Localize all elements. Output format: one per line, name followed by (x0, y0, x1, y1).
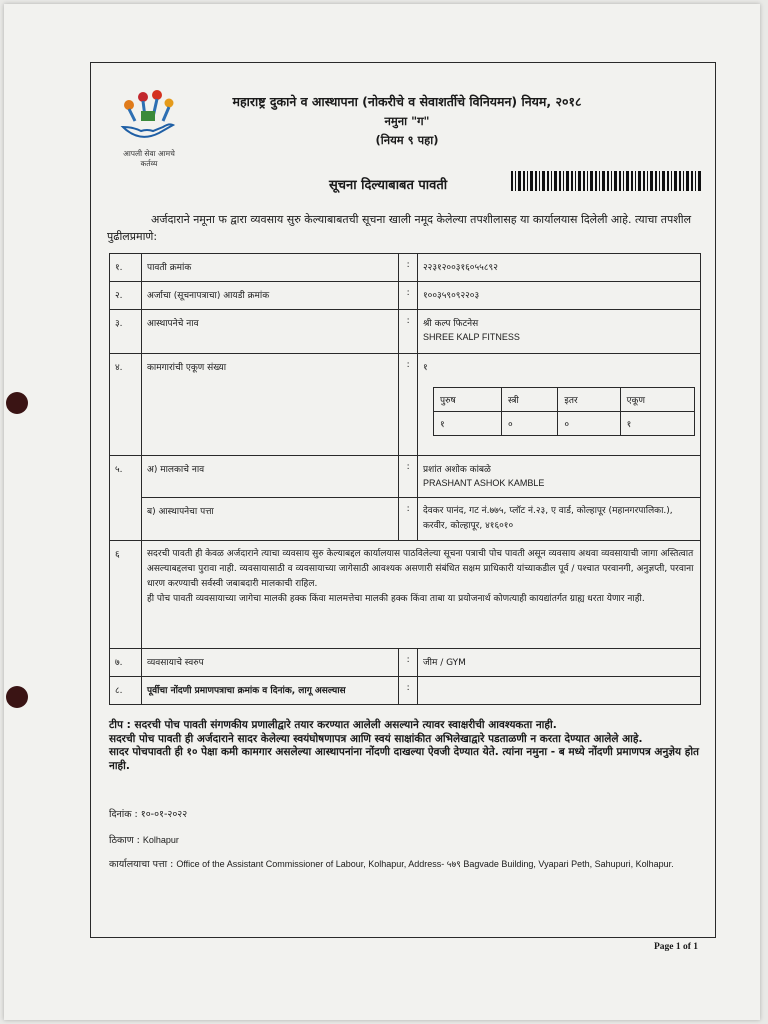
receipt-number: २२३१२००३१६०५५८९२ (418, 254, 701, 282)
row-number: २. (110, 282, 142, 310)
application-id: १००३५९०९२२०३ (418, 282, 701, 310)
row-number: ४. (110, 354, 142, 456)
row-label: व्यवसायाचे स्वरुप (141, 649, 398, 677)
note-line: सादर पोचपावती ही १० पेक्षा कमी कामगार असलेल्या आस्थापनांना नोंदणी दाखल्या ऐवजी देण्यात येते. त्यांना नमुना - ब मध्ये नोंदणी प्रमाणपत्र अनुज्ञेय होत नाही. (109, 746, 700, 772)
disclaimer-text-2: ही पोच पावती व्यवसायाच्या जागेचा मालकी हक्क किंवा मालमत्तेचा मालकी हक्क किंवा ताबा या प्रयोजनार्थ कोणत्याही कायद्यांतर्गत ग्राह्य धरता येणार नाही. (146, 594, 645, 604)
place-value: Kolhapur (142, 835, 179, 845)
table-row (110, 677, 701, 705)
punch-hole-top (6, 392, 28, 414)
office-address: Office of the Assistant Commissioner of Labour, Kolhapur, Address- ५७९ Bagvade Building, Vyapari Peth, Sahupuri, Kolhapur. (176, 859, 674, 869)
punch-hole-bottom (6, 686, 28, 708)
notice-title: सूचना दिल्याबाबत पावती (329, 178, 448, 193)
table-row (110, 541, 701, 649)
colon: : (399, 677, 418, 705)
row-label: पूर्वीचा नोंदणी प्रमाणपत्राचा क्रमांक व दिनांक, लागू असल्यास (141, 677, 398, 705)
office-label: कार्यालयाचा पत्ता : (109, 859, 174, 870)
logo-motto: आपली सेवा आमचे कर्तव्य (123, 149, 175, 168)
rule-reference: (नियम ९ पहा) (375, 133, 439, 147)
row-label: पावती क्रमांक (141, 254, 398, 282)
establishment-name-cell (418, 310, 701, 354)
row-number: ८. (110, 677, 142, 705)
column-header: इतर (558, 388, 620, 412)
table-cell: १ (620, 412, 694, 436)
table-row (110, 254, 701, 282)
establishment-name-english: SHREE KALP FITNESS (423, 332, 520, 342)
note-block (109, 719, 705, 773)
establishment-address: देवकर पानंद, गट नं.७७५, प्लॉट नं.२३, ए वार्ड, कोल्हापूर (महानगरपालिका.), करवीर, कोल्हापूर, ४१६०१० (418, 498, 701, 541)
worker-count-cell (418, 354, 701, 456)
disclaimer-cell (141, 541, 700, 649)
table-row (110, 310, 701, 354)
issue-date: १०-०१-२०२२ (140, 809, 188, 820)
date-label: दिनांक : (109, 809, 138, 820)
table-row (110, 354, 701, 456)
owner-name-english: PRASHANT ASHOK KAMBLE (423, 478, 545, 488)
barcode (511, 171, 701, 191)
worker-total: १ (423, 363, 428, 373)
note-line: टीप : सदरची पोच पावती संगणकीय प्रणालीद्वारे तयार करण्यात आलेली असल्याने त्यावर स्वाक्षरीची आवश्यकता नाही. (109, 719, 557, 731)
government-logo (119, 87, 179, 179)
previous-registration (418, 677, 701, 705)
logo-emblem-icon (119, 87, 179, 149)
intro-paragraph: अर्जदाराने नमूना फ द्वारा व्यवसाय सुरु केल्याबाबतची सूचना खाली नमूद केलेल्या तपशीलासह या कार्यालयास दिलेली आहे. त्याचा तपशील पुढीलप्रमाणे: (107, 213, 692, 243)
column-header: पुरुष (434, 388, 502, 412)
form-name: नमुना "ग" (384, 114, 430, 128)
table-row (110, 456, 701, 498)
row-label: ब) आस्थापनेचा पत्ता (141, 498, 398, 541)
colon: : (399, 354, 418, 456)
note-line: सदरची पोच पावती ही अर्जदाराने सादर केलेल्या स्वयंघोषणापत्र आणि स्वयं साक्षांकीत अभिलेखाद्वारे पडताळणी न करता देण्यात आलेले आहे. (109, 732, 643, 745)
form-title: महाराष्ट्र दुकाने व आस्थापना (नोकरीचे व सेवाशर्तीचे विनियमन) नियम, २०१८ (232, 94, 582, 109)
column-header: एकूण (620, 388, 694, 412)
form-frame (90, 62, 716, 938)
office-address-line (109, 857, 705, 872)
column-header: स्त्री (502, 388, 558, 412)
place-label: ठिकाण : (109, 835, 140, 846)
establishment-name: श्री कल्प फिटनेस (423, 319, 479, 329)
table-row (110, 498, 701, 541)
details-table (109, 253, 701, 705)
colon: : (399, 498, 418, 541)
table-row (110, 649, 701, 677)
row-number: ७. (110, 649, 142, 677)
table-cell: १ (434, 412, 502, 436)
row-label: कामगारांची एकूण संख्या (141, 354, 398, 456)
row-number: ६ (110, 541, 142, 649)
colon: : (399, 282, 418, 310)
row-label: अ) मालकाचे नाव (141, 456, 398, 498)
page-number: Page 1 of 1 (653, 942, 698, 952)
owner-name-cell (418, 456, 701, 498)
colon: : (399, 456, 418, 498)
table-cell: ० (558, 412, 620, 436)
table-cell: ० (502, 412, 558, 436)
table-row (434, 388, 695, 412)
business-type: जीम / GYM (418, 649, 701, 677)
row-label: अर्जाचा (सूचनापत्राचा) आयडी क्रमांक (141, 282, 398, 310)
colon: : (399, 254, 418, 282)
form-header (187, 93, 627, 148)
document-sheet (4, 4, 760, 1020)
table-row (110, 282, 701, 310)
table-row (434, 412, 695, 436)
worker-breakdown-table (433, 387, 695, 436)
row-number: ३. (110, 310, 142, 354)
date-line (109, 807, 705, 820)
row-number: ५. (110, 456, 142, 541)
disclaimer-text: सदरची पावती ही केवळ अर्जदाराने त्याचा व्यवसाय सुरु केल्याबद्दल कार्यालयास पाठविलेल्या सूचना पत्राची पोच पावती असून व्यवसाय अथवा व्यवसायाची जागा अस्तित्वात असल्याबद्दलचा पुरावा नाही. व्यवसायासाठी व व्यवसायाच्या जागेसाठी आवश्यक असणारी संबंधित सक्षम प्राधिकारी यांच्याकडील पूर्व / पश्चात परवानगी, अनुज्ञप्ती, परवाना धारण करण्याची सर्वस्वी जबाबदारी मालकाची राहिल. (146, 549, 694, 589)
place-line (109, 833, 705, 846)
row-label: आस्थापनेचे नाव (141, 310, 398, 354)
row-number: १. (110, 254, 142, 282)
owner-name: प्रशांत अशोक कांबळे (423, 465, 491, 475)
colon: : (399, 649, 418, 677)
colon: : (399, 310, 418, 354)
